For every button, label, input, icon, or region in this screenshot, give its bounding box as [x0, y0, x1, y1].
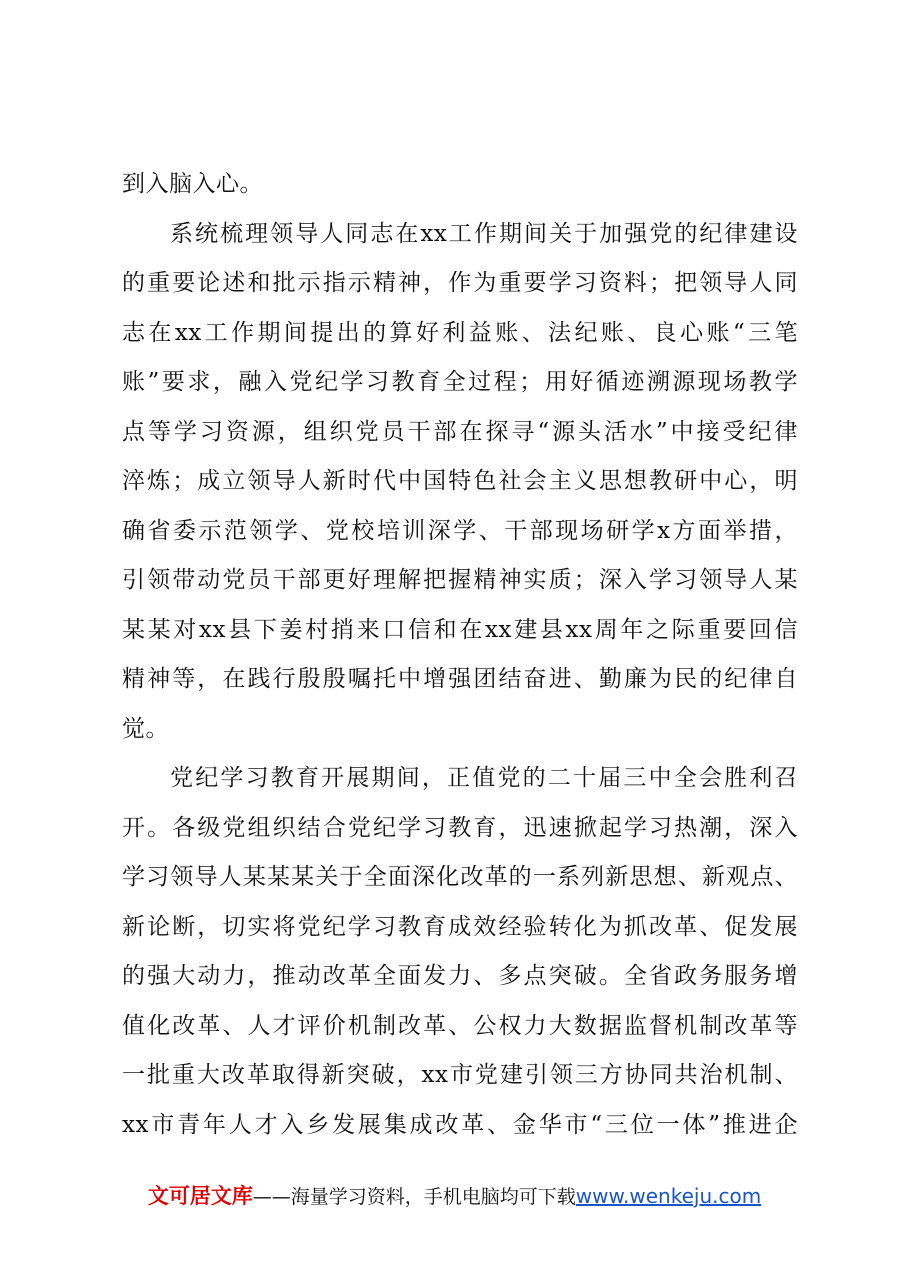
footer-brand: 文可居文库	[147, 1184, 253, 1208]
paragraph-line: 觉。	[122, 715, 169, 742]
paragraph-line: xx市青年人才入乡发展集成改革、金华市“三位一体”推进企	[122, 1111, 798, 1138]
paragraph-line: 一批重大改革取得新突破，xx市党建引领三方协同共治机制、	[122, 1062, 798, 1088]
paragraph-line: 志在xx工作期间提出的算好利益账、法纪账、良心账“三笔	[122, 319, 798, 346]
footer-tagline: ——海量学习资料，手机电脑均可下载	[252, 1186, 576, 1208]
paragraph-line: 新论断，切实将党纪学习教育成效经验转化为抓改革、促发展	[122, 913, 798, 940]
paragraph-line: 到入脑入心。	[122, 171, 263, 197]
paragraph-line: 值化改革、人才评价机制改革、公权力大数据监督机制改革等	[122, 1012, 798, 1039]
paragraph-line: 淬炼；成立领导人新时代中国特色社会主义思想教研中心，明	[122, 468, 798, 494]
paragraph-line: 引领带动党员干部更好理解把握精神实质；深入学习领导人某	[122, 567, 798, 593]
paragraph-line: 精神等，在践行殷殷嘱托中增强团结奋进、勤廉为民的纪律自	[122, 666, 798, 692]
paragraph-line: 确省委示范领学、党校培训深学、干部现场研学x方面举措，	[122, 517, 798, 544]
paragraph-line: 某某对xx县下姜村捎来口信和在xx建县xx周年之际重要回信	[122, 616, 798, 643]
paragraph-line: 系统梳理领导人同志在xx工作期间关于加强党的纪律建设	[170, 220, 798, 247]
paragraph-line: 的重要论述和批示指示精神，作为重要学习资料；把领导人同	[122, 270, 798, 296]
paragraph-line: 的强大动力，推动改革全面发力、多点突破。全省政务服务增	[122, 963, 798, 989]
body-text	[122, 160, 798, 1150]
paragraph-line: 开。各级党组织结合党纪学习教育，迅速掀起学习热潮，深入	[122, 814, 798, 841]
paragraph-line: 账”要求，融入党纪学习教育全过程；用好循迹溯源现场教学	[122, 369, 798, 395]
paragraph-line: 学习领导人某某某关于全面深化改革的一系列新思想、新观点、	[122, 864, 798, 890]
footer-banner	[0, 1180, 909, 1210]
paragraph-line: 党纪学习教育开展期间，正值党的二十届三中全会胜利召	[170, 765, 798, 791]
footer-link[interactable]: www.wenkeju.com	[575, 1184, 762, 1208]
paragraph-line: 点等学习资源，组织党员干部在探寻“源头活水”中接受纪律	[122, 418, 798, 445]
